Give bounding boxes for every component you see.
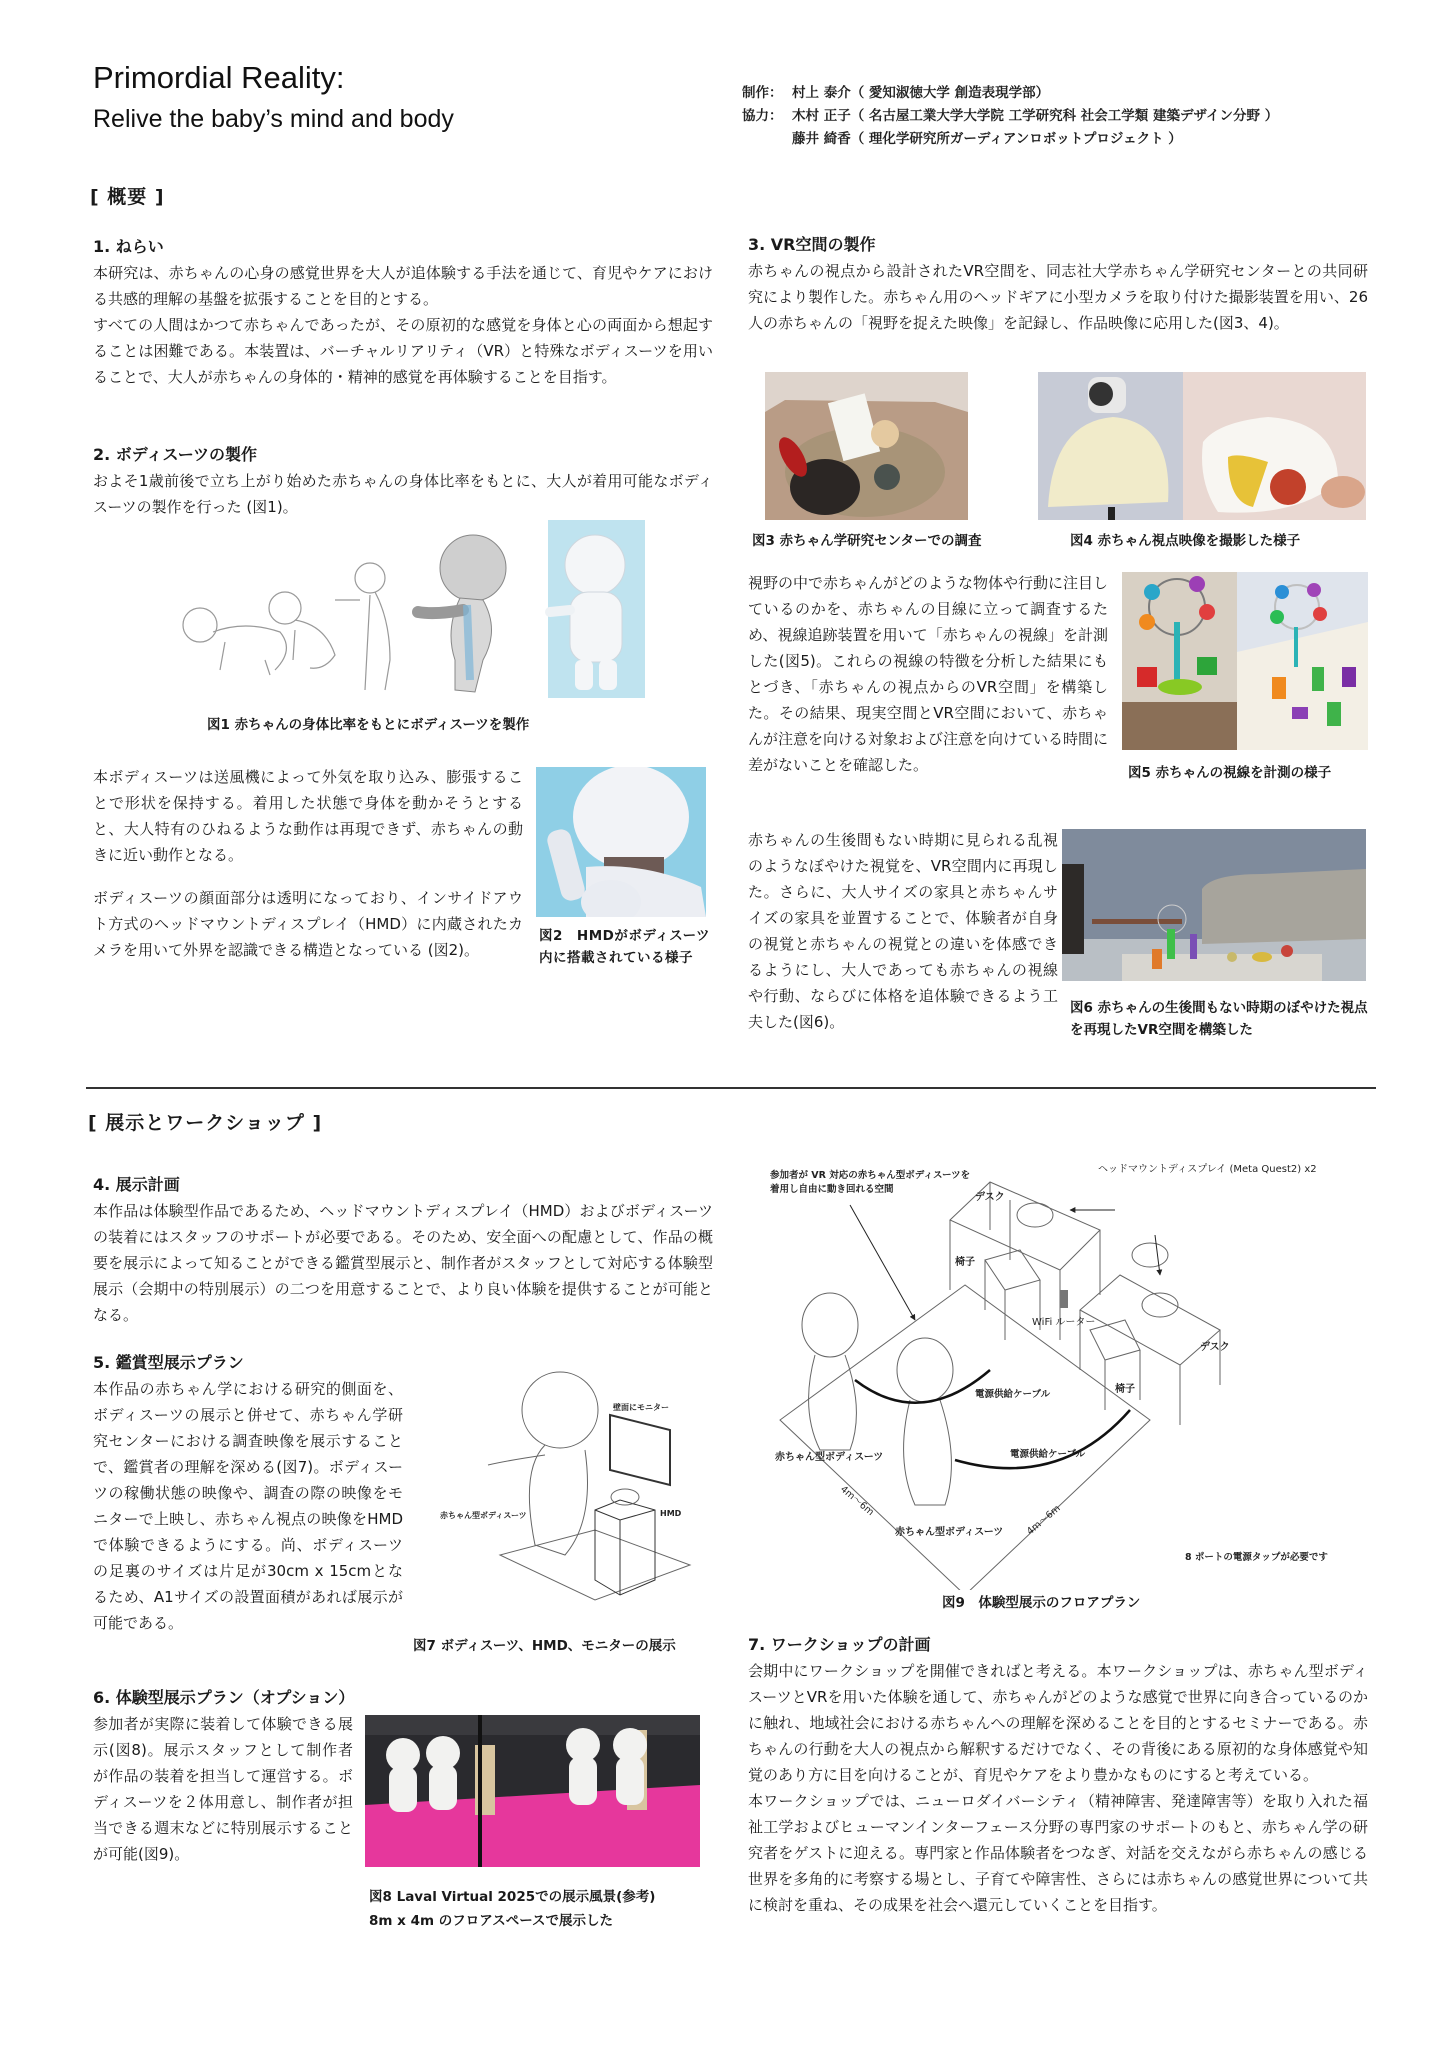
paragraph: 参加者が実際に装着して体験できる展示(図8)。展示スタッフとして制作者が作品の装着を担当して運営する。ボディスーツを２体用意し、制作者が担当できる週末などに特別展示することが可能(図9)。 bbox=[93, 1715, 353, 1863]
label-space-line1: 参加者が VR 対応の赤ちゃん型ボディスーツを bbox=[770, 1170, 971, 1181]
section-workshop bbox=[748, 1632, 1368, 1918]
figure-5-caption: 図5 赤ちゃんの視線を計測の様子 bbox=[1128, 765, 1332, 781]
label-cable-2: 電源供給ケーブル bbox=[1010, 1449, 1086, 1460]
paragraph: 本ワークショップでは、ニューロダイバーシティ（精神障害、発達障害等）を取り入れた福祉工学およびヒューマンインターフェース分野の専門家のサポートのもと、赤ちゃん学の研究者をゲストに迎える。専門家と作品体験者をつなぎ、対話を交えながら赤ちゃんの感じる世界を多角的に考察する場とし、子育てや障害性、さらには赤ちゃんの感覚世界について共に検討を重ね、その成果を社会へ還元していくことを目指す。 bbox=[748, 1792, 1368, 1914]
section-title: 3. VR空間の製作 bbox=[748, 235, 876, 254]
section-heading-exhibition: [ 展示とワークショップ ] bbox=[88, 1112, 323, 1134]
figure-2-caption: 図2 HMDがボディスーツ内に搭載されている様子 bbox=[539, 928, 711, 966]
figure-8-caption-line2: 8m x 4m のフロアスペースで展示した bbox=[369, 1913, 614, 1929]
paragraph: 視野の中で赤ちゃんがどのような物体や行動に注目しているのかを、赤ちゃんの目線に立って調査するため、視線追跡装置を用いて「赤ちゃんの視線」を計測した(図5)。これらの視線の特徴を分析した結果にもとづき、「赤ちゃんの視点からのVR空間」を構築した。その結果、現実空間とVR空間において、赤ちゃんが注意を向ける対象および注意を向けている時間に差がないことを確認した。 bbox=[748, 574, 1109, 774]
label-suit: 赤ちゃん型ボディスーツ bbox=[440, 1511, 527, 1520]
figure-6-image bbox=[1062, 829, 1366, 981]
section-title: 4. 展示計画 bbox=[93, 1175, 180, 1194]
label-space-line2: 着用し自由に動き回れる空間 bbox=[770, 1184, 894, 1195]
credit-row bbox=[742, 128, 1278, 151]
paragraph: 本作品の赤ちゃん学における研究的側面を、ボディスーツの展示と併せて、赤ちゃん学研究センターにおける調査映像を展示することで、鑑賞者の理解を深める(図7)。ボディスーツの稼働状態の映像や、調査の際の映像をモニターで上映し、赤ちゃん視点の映像をHMDで体験できるようにする。尚、ボディスーツの足裏のサイズは片足が30cm x 15cmとなるため、A1サイズの設置面積があれば展示が可能である。 bbox=[93, 1380, 403, 1632]
label-hmd: HMD bbox=[660, 1509, 682, 1518]
label-dim-left: 4m〜6m bbox=[838, 1483, 876, 1519]
credit-text: 村上 泰介（ 愛知淑徳大学 創造表現学部） bbox=[792, 85, 1050, 101]
paragraph: およそ1歳前後で立ち上がり始めた赤ちゃんの身体比率をもとに、大人が着用可能なボディスーツの製作を行った (図1)。 bbox=[93, 472, 713, 516]
credits bbox=[742, 82, 1278, 151]
paragraph: 本研究は、赤ちゃんの心身の感覚世界を大人が追体験する手法を通じて、育児やケアにおける共感的理解の基盤を拡張することを目的とする。 bbox=[93, 264, 713, 308]
figure-5-image bbox=[1122, 572, 1368, 750]
figure-6-caption: 図6 赤ちゃんの生後間もない時期のぼやけた視点を再現したVR空間を構築した bbox=[1070, 1000, 1368, 1038]
figure-8-caption-line1: 図8 Laval Virtual 2025での展示風景(参考) bbox=[369, 1889, 656, 1905]
section-divider bbox=[86, 1087, 1376, 1089]
section-exhibition-plan bbox=[93, 1172, 713, 1328]
figure-1-caption: 図1 赤ちゃんの身体比率をもとにボディスーツを製作 bbox=[207, 717, 530, 733]
label-monitor: 壁面にモニター bbox=[613, 1403, 669, 1412]
figure-9-caption: 図9 体験型展示のフロアプラン bbox=[942, 1595, 1141, 1611]
section-aim bbox=[93, 234, 713, 390]
paragraph: 赤ちゃんの生後間もない時期に見られる乱視のようなぼやけた視覚を、VR空間内に再現した。さらに、大人サイズの家具と赤ちゃんサイズの家具を並置することで、体験者が自身の視覚と赤ちゃんの視覚との違いを体感できるようにし、大人であっても赤ちゃんの視線や行動、ならびに体格を追体験できるよう工夫した(図6)。 bbox=[748, 831, 1058, 1031]
section-vr-blur bbox=[748, 827, 1058, 1035]
section-title: 6. 体験型展示プラン（オプション） bbox=[93, 1688, 355, 1707]
figure-8-image bbox=[365, 1715, 700, 1867]
credit-role: 協力： bbox=[742, 108, 783, 124]
label-cable: 電源供給ケーブル bbox=[975, 1389, 1051, 1400]
section-bodysuit bbox=[93, 442, 713, 520]
figure-7-caption: 図7 ボディスーツ、HMD、モニターの展示 bbox=[413, 1638, 676, 1654]
paragraph: 会期中にワークショップを開催できればと考える。本ワークショップは、赤ちゃん型ボディスーツとVRを用いた体験を通して、赤ちゃんがどのような感覚で世界に向き合っているのかに触れ、地域社会における赤ちゃんへの理解を深めることを目的とするセミナーである。赤ちゃんの行動を大人の視点から解釈するだけでなく、その背後にある原初的な身体感覚や知覚のあり方に目を向けることが、育児やケアをより豊かなものにすると考えている。 bbox=[748, 1662, 1368, 1784]
credit-row bbox=[742, 82, 1278, 105]
paragraph: 本ボディスーツは送風機によって外気を取り込み、膨張することで形状を保持する。着用した状態で身体を動かそうとすると、大人特有のひねるような動作は再現できず、赤ちゃんの動きに近い動作となる。 bbox=[93, 768, 523, 864]
section-vr-gaze bbox=[748, 570, 1108, 778]
label-wifi: WiFi ルーター bbox=[1032, 1317, 1096, 1328]
paragraph: 赤ちゃんの視点から設計されたVR空間を、同志社大学赤ちゃん学研究センターとの共同研究により製作した。赤ちゃん用のヘッドギアに小型カメラを取り付けた撮影装置を用い、26人の赤ちゃんの「視野を捉えた映像」を記録し、作品映像に応用した(図3、4)。 bbox=[748, 262, 1368, 332]
paragraph: 本作品は体験型作品であるため、ヘッドマウントディスプレイ（HMD）およびボディスーツの装着にはスタッフのサポートが必要である。そのため、安全面への配慮として、作品の概要を展示によって知ることができる鑑賞型展示と、制作者がスタッフとして対応する体験型展示（会期中の特別展示）の二つを用意することで、より良い体験を提供することが可能となる。 bbox=[93, 1202, 713, 1324]
section-title: 5. 鑑賞型展示プラン bbox=[93, 1353, 244, 1372]
label-chair: 椅子 bbox=[955, 1257, 975, 1268]
label-suit-2: 赤ちゃん型ボディスーツ bbox=[895, 1527, 1004, 1538]
label-desk: デスク bbox=[975, 1192, 1005, 1203]
figure-4-caption: 図4 赤ちゃん視点映像を撮影した様子 bbox=[1070, 533, 1301, 549]
poster-title: Primordial Reality: bbox=[93, 60, 345, 95]
figure-7-image bbox=[420, 1370, 720, 1610]
paragraph: ボディスーツの顔面部分は透明になっており、インサイドアウト方式のヘッドマウントディスプレイ（HMD）に内蔵されたカメラを用いて外界を認識できる構造となっている (図2)。 bbox=[93, 889, 523, 959]
section-vr-space bbox=[748, 232, 1368, 336]
section-title: 1. ねらい bbox=[93, 237, 164, 256]
section-experience-plan bbox=[93, 1685, 353, 1867]
figure-1-image bbox=[165, 520, 645, 710]
figure-4-image bbox=[1038, 372, 1366, 520]
figure-3-caption: 図3 赤ちゃん学研究センターでの調査 bbox=[752, 533, 982, 549]
section-heading-overview: [ 概要 ] bbox=[90, 186, 165, 208]
credit-role: 制作： bbox=[742, 85, 783, 101]
figure-2-image bbox=[536, 767, 706, 917]
section-viewing-plan bbox=[93, 1350, 403, 1636]
poster-subtitle: Relive the baby’s mind and body bbox=[93, 105, 454, 133]
credit-role bbox=[742, 128, 792, 151]
figure-9-floor-plan bbox=[760, 1160, 1380, 1590]
credit-row bbox=[742, 105, 1278, 128]
section-title: 2. ボディスーツの製作 bbox=[93, 445, 258, 464]
label-hmd: ヘッドマウントディスプレイ (Meta Quest2) x2 bbox=[1098, 1164, 1317, 1175]
section-bodysuit-detail bbox=[93, 764, 523, 963]
label-power: 8 ポートの電源タップが必要です bbox=[1185, 1552, 1328, 1563]
label-desk-2: デスク bbox=[1200, 1342, 1230, 1353]
figure-3-image bbox=[765, 372, 968, 520]
label-dim-right: 4m〜6m bbox=[1024, 1503, 1063, 1538]
label-suit: 赤ちゃん型ボディスーツ bbox=[775, 1452, 884, 1463]
paragraph: すべての人間はかつて赤ちゃんであったが、その原初的な感覚を身体と心の両面から想起することは困難である。本装置は、バーチャルリアリティ（VR）と特殊なボディスーツを用いることで、大人が赤ちゃんの身体的・精神的感覚を再体験することを目指す。 bbox=[93, 316, 713, 386]
label-chair-2: 椅子 bbox=[1115, 1384, 1135, 1395]
section-title: 7. ワークショップの計画 bbox=[748, 1635, 931, 1654]
credit-text: 木村 正子（ 名古屋工業大学大学院 工学研究科 社会工学類 建築デザイン分野 ） bbox=[792, 108, 1279, 124]
credit-text: 藤井 綺香（ 理化学研究所ガーディアンロボットプロジェクト ） bbox=[792, 131, 1182, 147]
